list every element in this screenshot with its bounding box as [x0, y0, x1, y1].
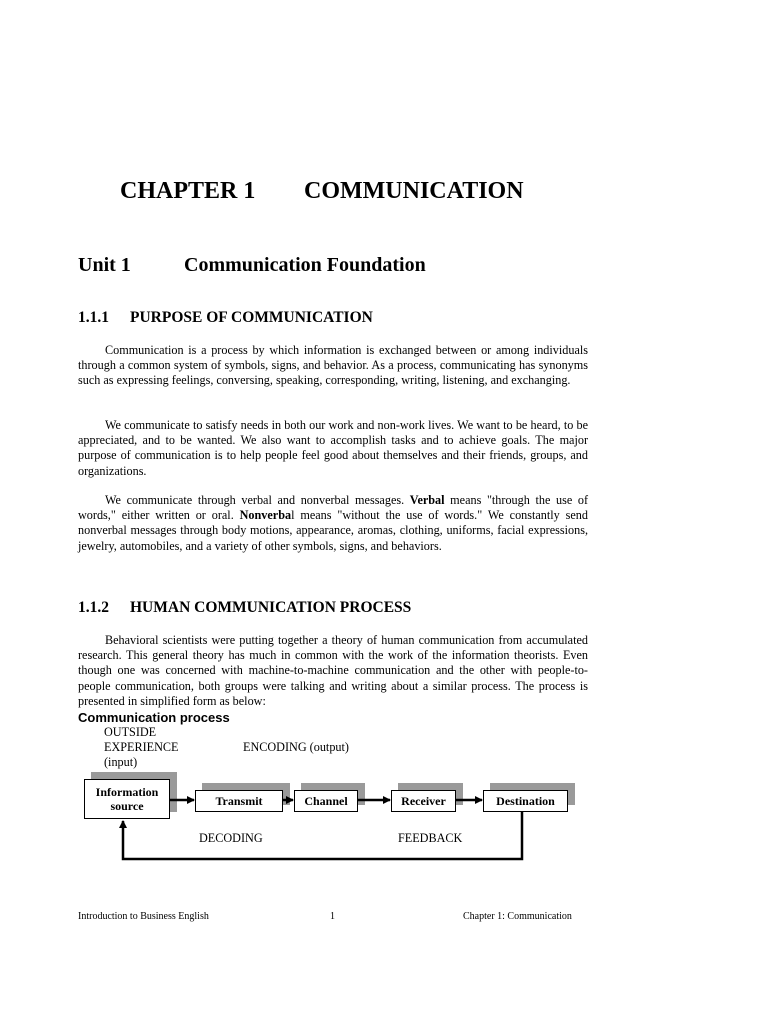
paragraph-theory: Behavioral scientists were putting together a theory of human communication from accumulated research. This general theory has much in common with the work of the information theorists. Even though one was concerned with machine-to-machine communication and the other with people-to-people communication, both groups were talking and writing about a similar process. The process is presented in simplified form as below:	[78, 633, 588, 708]
destination-box: Destination	[483, 790, 568, 812]
section-number: 1.1.2	[78, 599, 109, 616]
chapter-number: CHAPTER 1	[120, 178, 256, 204]
chapter-heading	[120, 178, 524, 205]
section-heading-process	[78, 599, 412, 617]
transmit-box: Transmit	[195, 790, 283, 812]
outside-experience-label: OUTSIDE EXPERIENCE (input)	[104, 725, 179, 769]
chapter-title: COMMUNICATION	[304, 178, 524, 204]
paragraph-needs: We communicate to satisfy needs in both our work and non-work lives. We want to be heard, to be appreciated, and to be wanted. We also want to accomplish tasks and to achieve goals. The major purpose of communication is to help people feel good about themselves and their friends, groups, and organizations.	[78, 418, 588, 478]
unit-title: Communication Foundation	[184, 254, 426, 276]
feedback-label: FEEDBACK	[398, 831, 463, 845]
section-title: PURPOSE OF COMMUNICATION	[130, 309, 373, 326]
unit-number: Unit 1	[78, 254, 131, 276]
information-source-box: Information source	[84, 779, 170, 819]
footer-book-title: Introduction to Business English	[78, 911, 209, 922]
section-title: HUMAN COMMUNICATION PROCESS	[130, 599, 412, 616]
paragraph-verbal-nonverbal: We communicate through verbal and nonverbal messages. Verbal means "through the use of words," either written or oral. Nonverbal means "without the use of words." We constantly send nonverbal messages through body motions, appearance, aromas, clothing, uniforms, facial expressions, jewelry, automobiles, and a variety of other symbols, signs, and behaviors.	[78, 493, 589, 553]
paragraph-definition: Communication is a process by which information is exchanged between or among individuals through a common system of symbols, signs, and behavior. As a process, communicating has synonyms such as expressing feelings, conversing, speaking, corresponding, writing, listening, and exchanging.	[78, 343, 588, 388]
term-nonverbal: Nonverba	[239, 508, 292, 523]
diagram-title: Communication process	[78, 710, 230, 725]
term-verbal: Verbal	[409, 493, 445, 507]
footer-page-number: 1	[330, 911, 335, 922]
section-number: 1.1.1	[78, 309, 109, 326]
footer-chapter-title: Chapter 1: Communication	[463, 911, 572, 922]
encoding-label: ENCODING (output)	[243, 740, 349, 754]
channel-box: Channel	[294, 790, 358, 812]
decoding-label: DECODING	[199, 831, 263, 845]
unit-heading	[78, 254, 426, 277]
section-heading-purpose	[78, 309, 373, 327]
receiver-box: Receiver	[391, 790, 456, 812]
